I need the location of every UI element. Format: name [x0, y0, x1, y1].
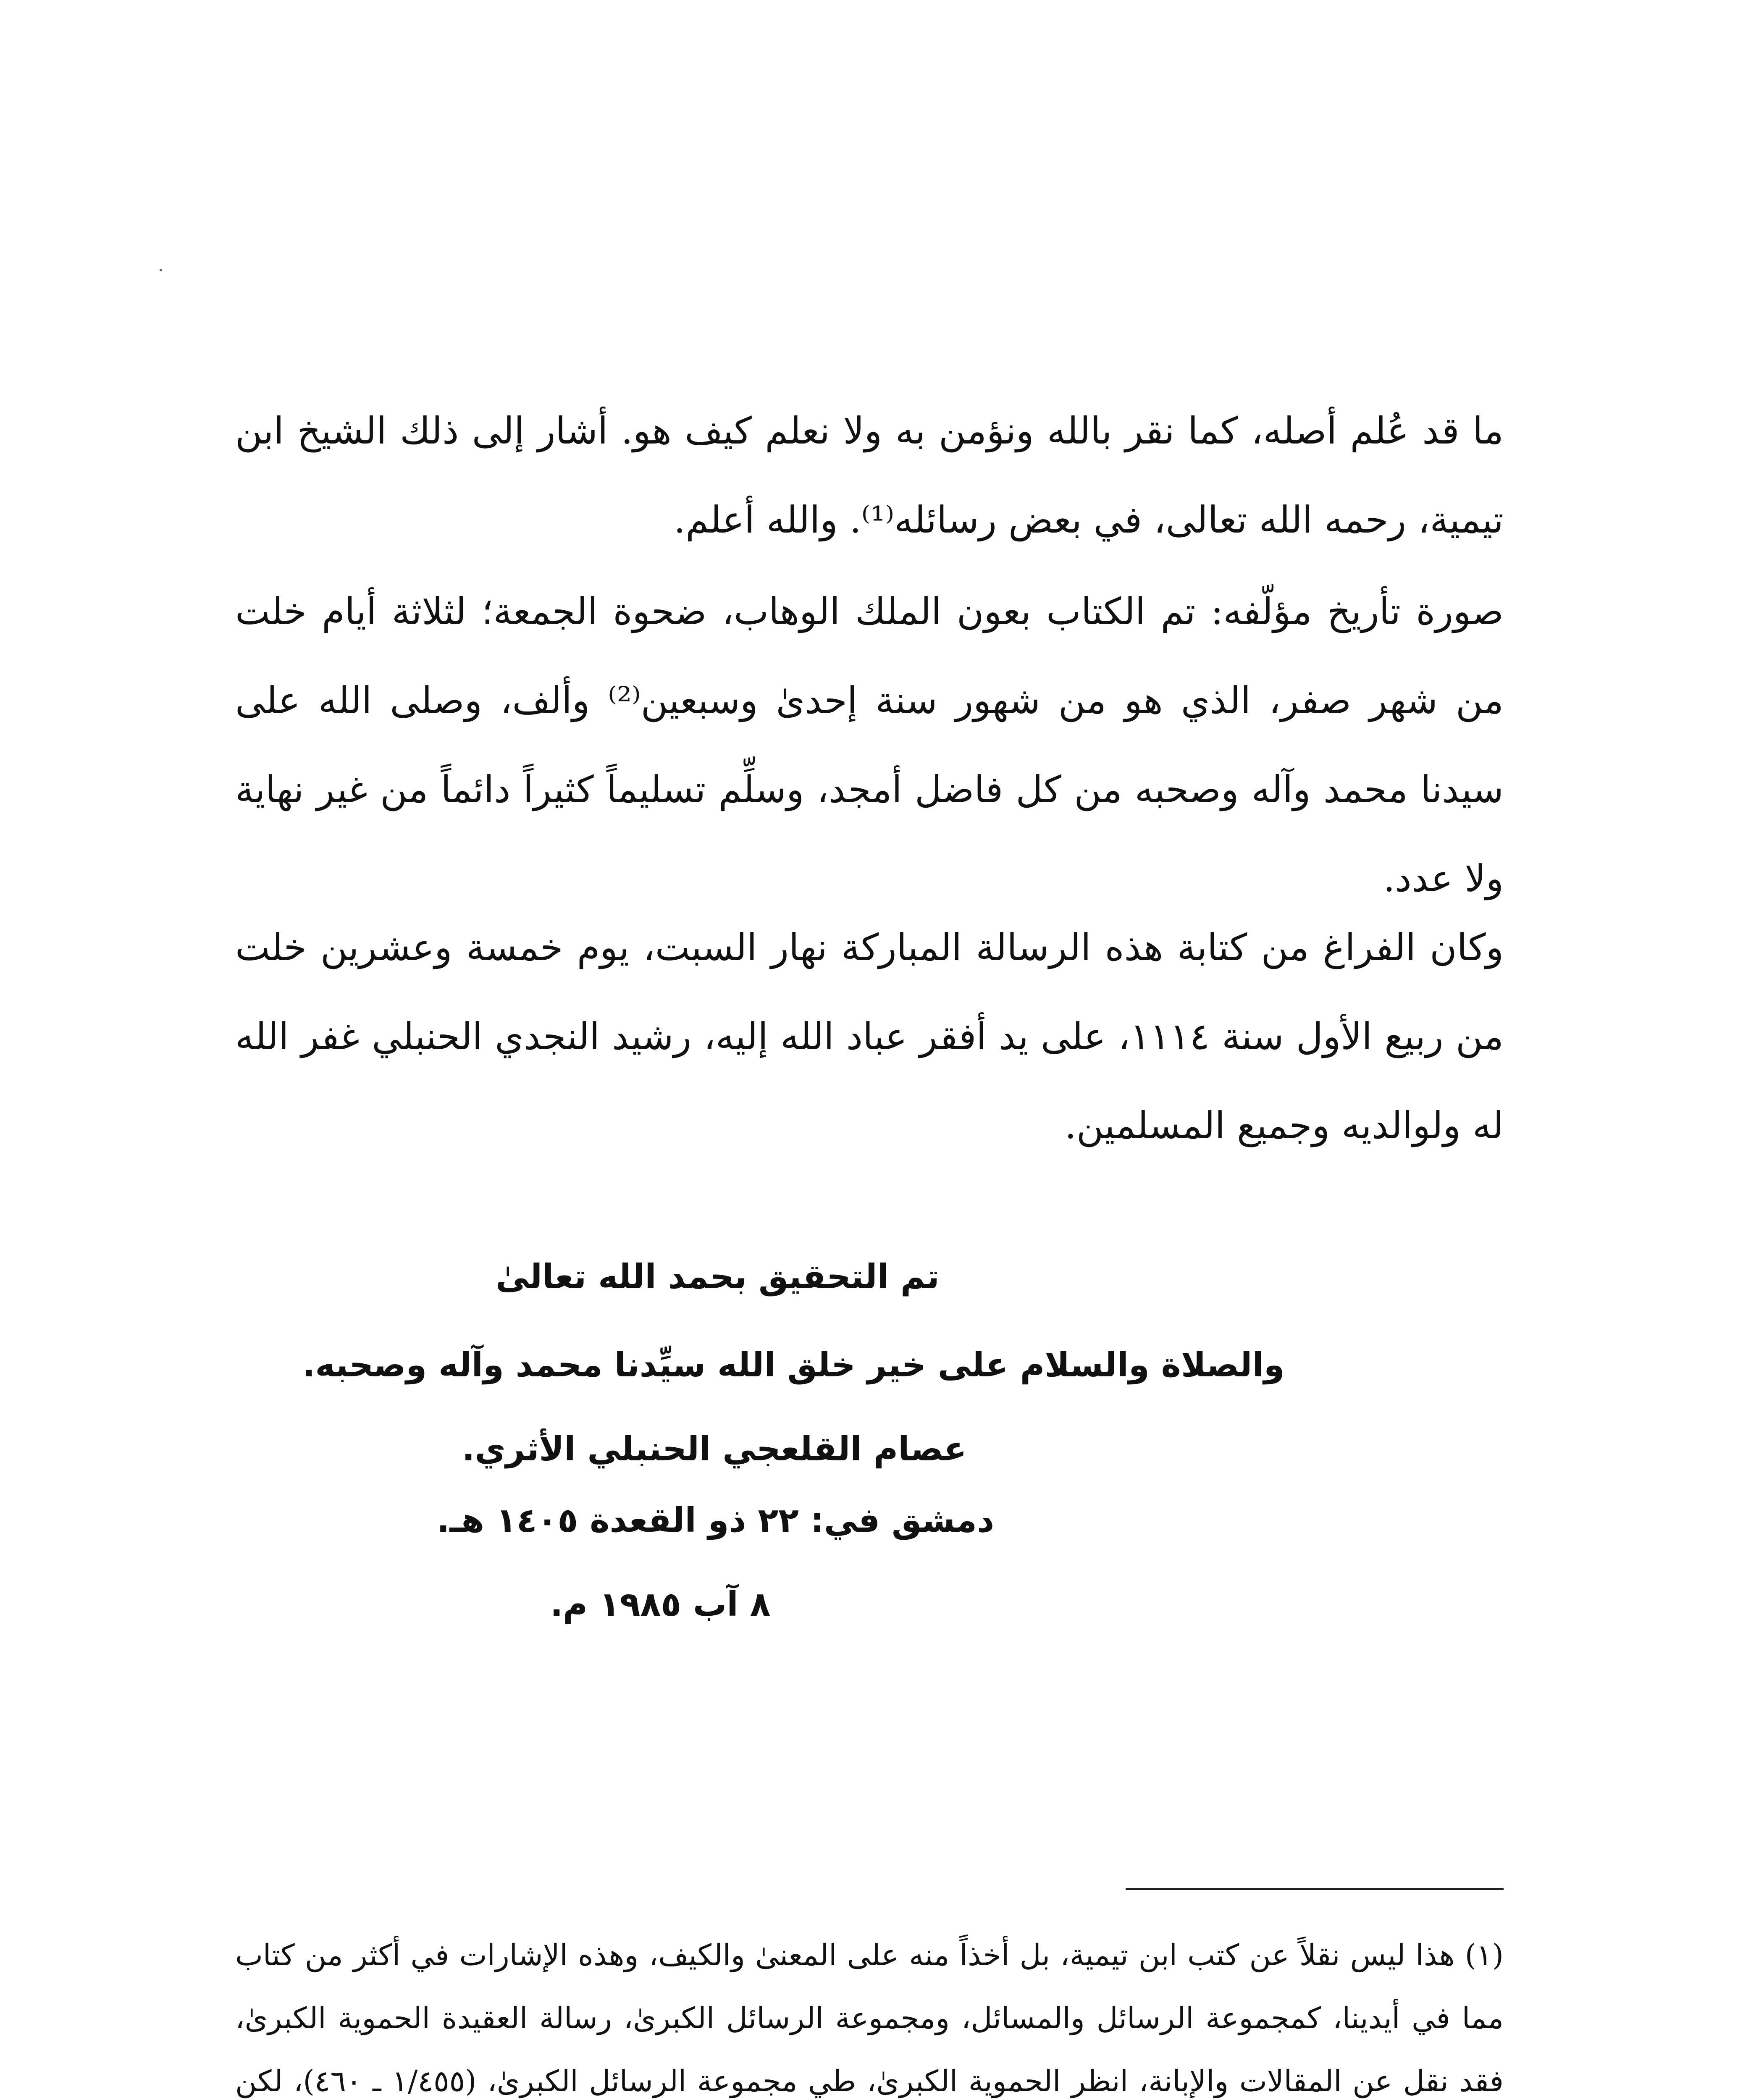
footnote-text: (١) هذا ليس نقلاً عن كتب ابن تيمية، بل أخذاً منه على المعنىٰ والكيف، وهذه الإشارات في أكثر من كتاب مما في أيدينا، كمجموعة الرسائل والمسائل، ومجموعة الرسائل الكبرىٰ، رسالة العقيدة الحموية الكبرىٰ، فقد نقل عن المقالات والإبانة، انظر الحموية الكبرىٰ، طي مجموعة الرسائل الكبرىٰ، (١/٤٥٥ ـ ٤٦٠)، لكن [235, 1938, 1504, 2098]
paragraph-text: ما قد عُلم أصله، كما نقر بالله ونؤمن به ولا نعلم كيف هو. أشار إلى ذلك الشيخ ابن تيمية، رحمه الله تعالى، في بعض رسائله⁽¹⁾. والله أعلم. [235, 409, 1504, 541]
colophon-line-1: تم التحقيق بحمد الله تعالىٰ [496, 1257, 940, 1296]
paragraph-text: صورة تأريخ مؤلّفه: تم الكتاب بعون الملك الوهاب، ضحوة الجمعة؛ لثلاثة أيام خلت من شهر صفر، الذي هو من شهور سنة إحدىٰ وسبعين⁽²⁾ وألف، وصلى الله على سيدنا محمد وآله وصحبه من كل فاضل أمجد، وسلِّم تسليماً كثيراً دائماً من غير نهاية ولا عدد. [235, 590, 1504, 900]
body-paragraph-2 [235, 567, 1504, 923]
body-paragraph-3 [235, 903, 1504, 1170]
scan-speck [160, 269, 162, 271]
colophon-line-5: ٨ آب ١٩٨٥ م. [550, 1585, 771, 1624]
footnote-divider [1126, 1888, 1504, 1890]
colophon-line-4: دمشق في: ٢٢ ذو القعدة ١٤٠٥ هـ. [437, 1501, 995, 1540]
paragraph-text: وكان الفراغ من كتابة هذه الرسالة المباركة نهار السبت، يوم خمسة وعشرين خلت من ربيع الأول سنة ١١١٤، على يد أفقر عباد الله إليه، رشيد النجدي الحنبلي غفر الله له ولوالديه وجميع المسلمين. [235, 926, 1504, 1147]
body-paragraph-1 [235, 386, 1504, 564]
footnote-1 [235, 1924, 1504, 2100]
colophon-line-3: عصام القلعجي الحنبلي الأثري. [462, 1429, 967, 1468]
colophon-line-2: والصلاة والسلام على خير خلق الله سيِّدنا محمد وآله وصحبه. [302, 1345, 1285, 1384]
